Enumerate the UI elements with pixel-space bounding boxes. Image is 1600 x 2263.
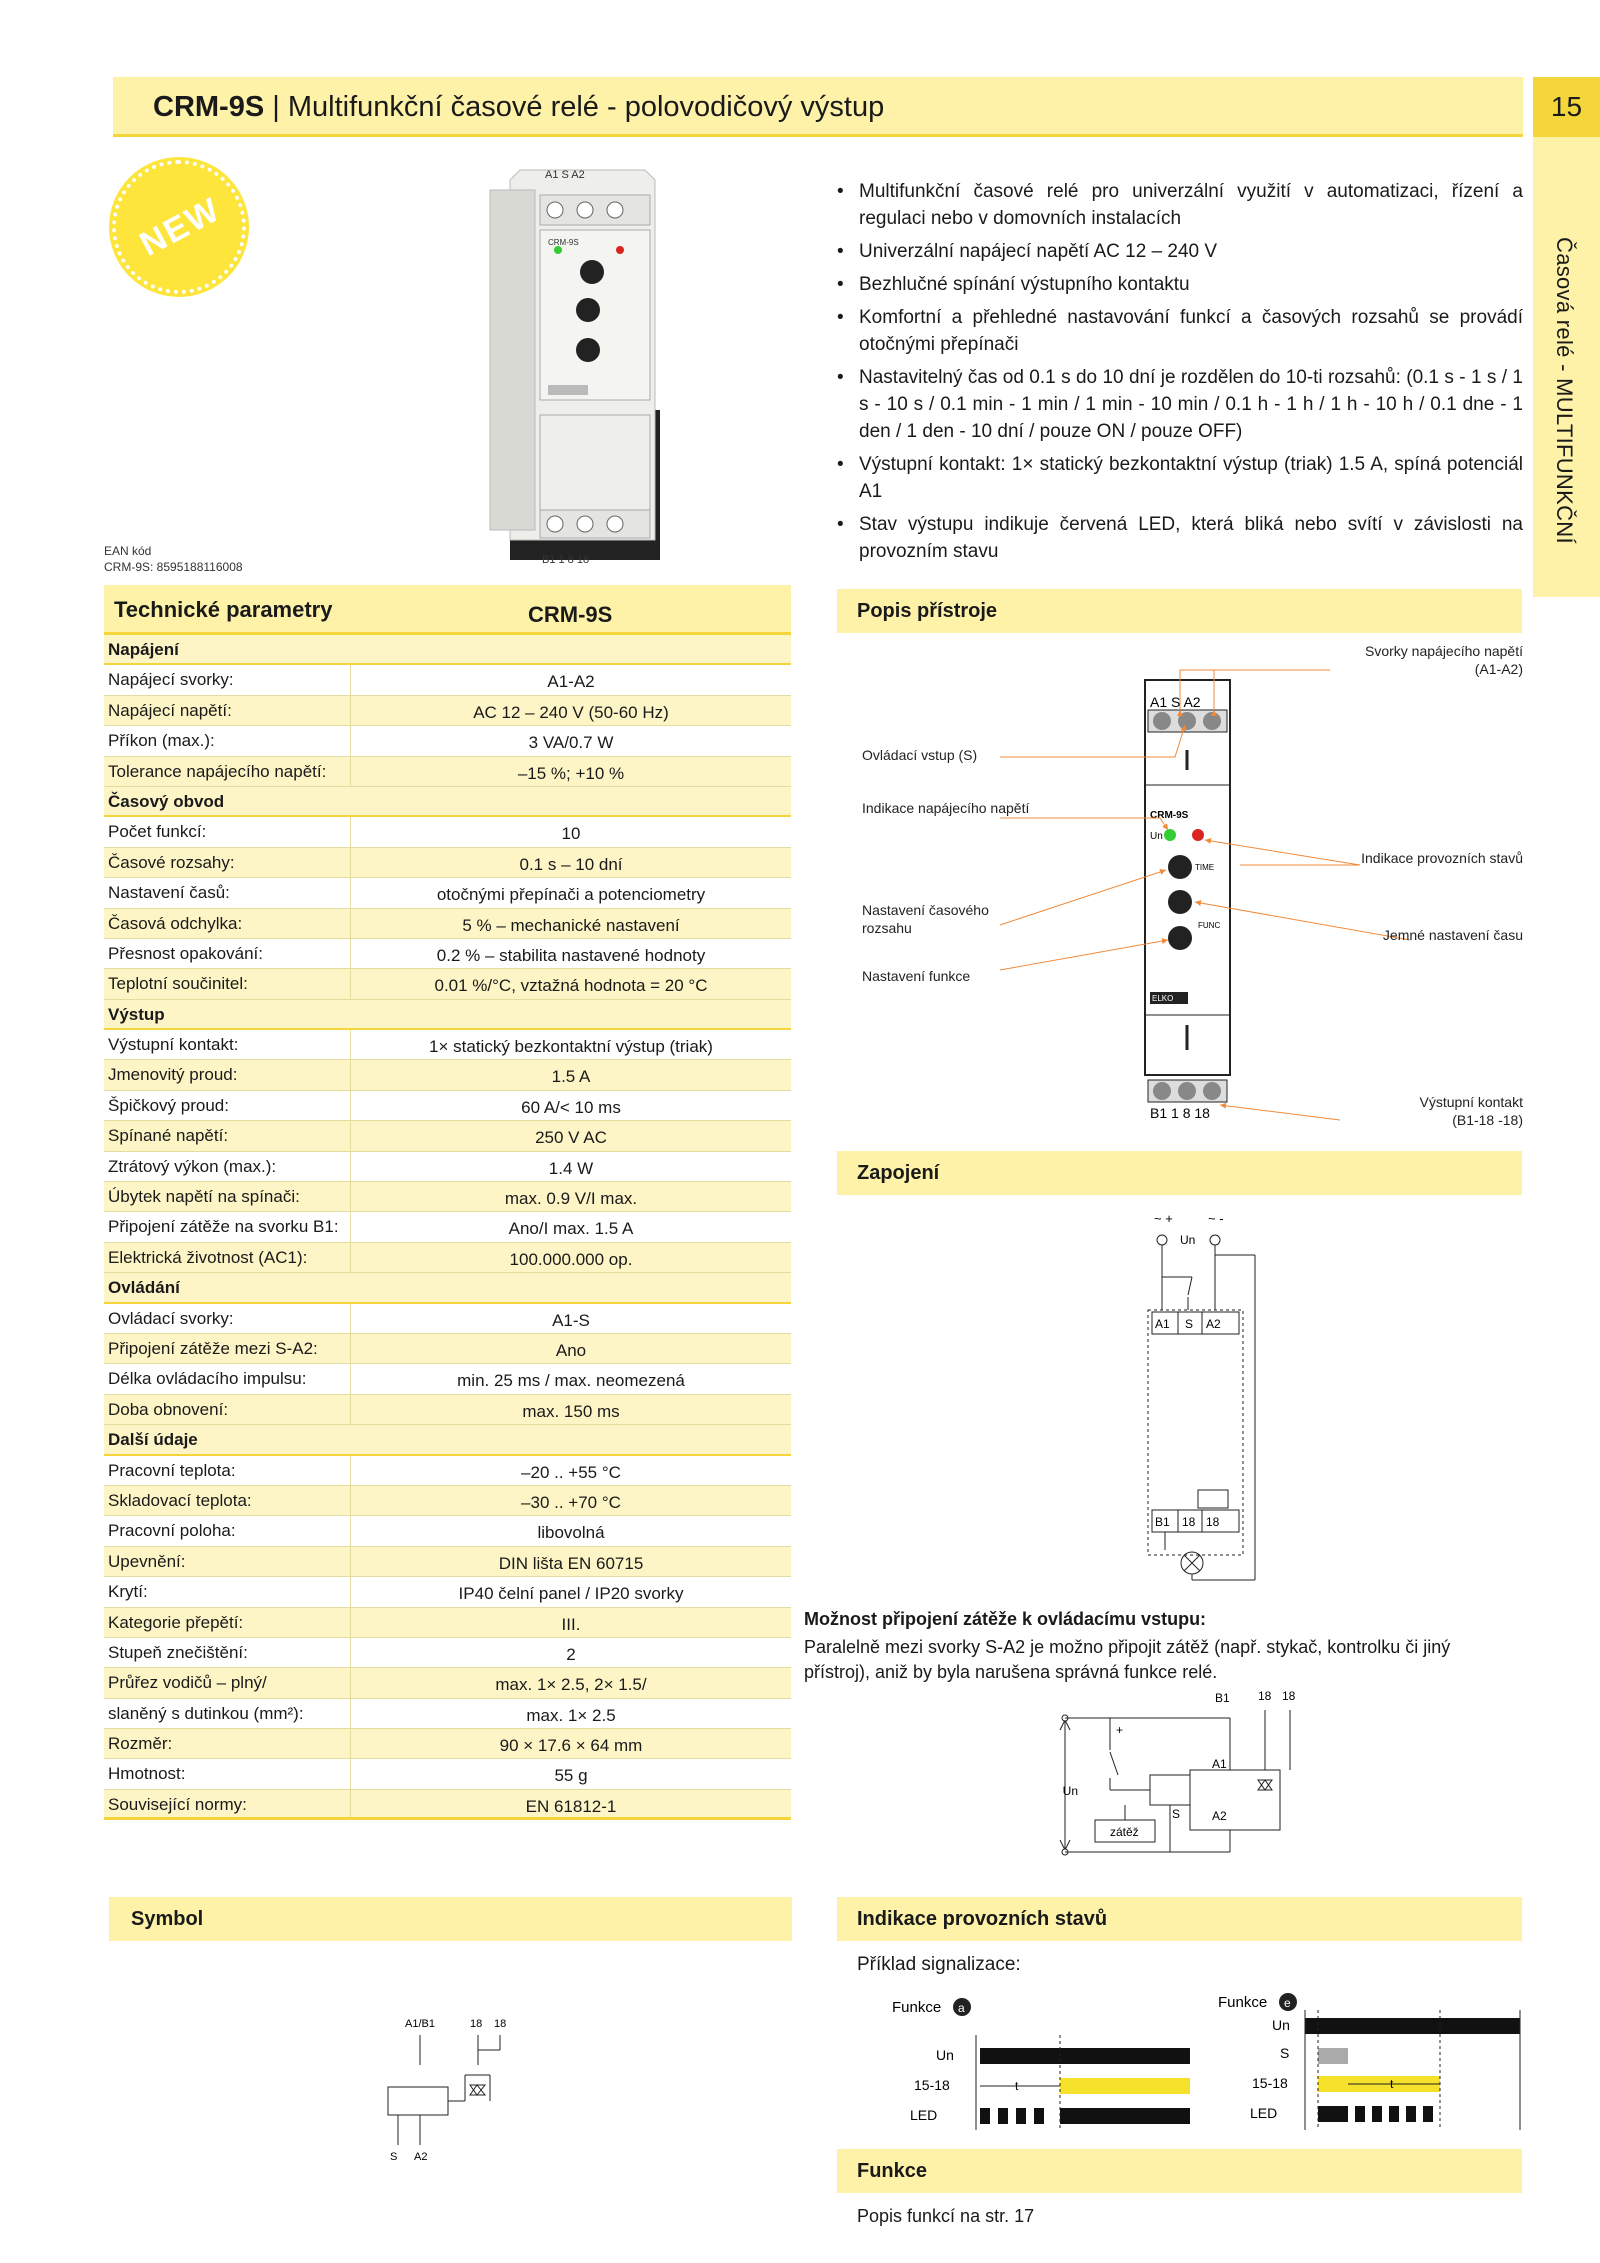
param-name: Jmenovitý proud: [104,1060,351,1089]
param-value: max. 0.9 V/I max. [504,1189,638,1209]
symbol-18a: 18 [470,2018,483,2030]
signal-diagram-e [1210,1985,1530,2140]
param-value: AC 12 – 240 V (50-60 Hz) [473,702,669,722]
table-row [104,909,791,939]
param-name: Výstupní kontakt: [104,1030,351,1059]
fe-letter: e [1284,1996,1291,2010]
device-model: CRM-9S [1150,810,1189,821]
param-name: Krytí: [104,1577,351,1606]
photo-bottom-label: B1 1 8 18 [542,554,590,566]
param-value: A1-S [552,1310,590,1330]
param-name: Ztrátový výkon (max.): [104,1152,351,1181]
feature-item: • Univerzální napájecí napětí AC 12 – 240 V [833,238,1523,265]
table-row [104,1790,791,1820]
param-name: Rozměr: [104,1729,351,1758]
symbol-a2: A2 [414,2151,428,2163]
label-indikace-stavu: Indikace provozních stavů [1361,850,1523,866]
photo-top-label: A1 S A2 [545,169,585,181]
table-row [104,969,791,999]
table-row [104,726,791,756]
fe-out: 15-18 [1252,2075,1288,2091]
fa-out: 15-18 [914,2077,950,2093]
device-time: TIME [1195,863,1215,872]
param-name: Pracovní poloha: [104,1516,351,1545]
device-un: Un [1150,831,1163,842]
fe-s: S [1280,2045,1290,2061]
param-value: 0.1 s – 10 dní [519,854,623,874]
fa-un: Un [936,2047,954,2063]
section-funkce: Funkce [837,2149,1522,2193]
table-row [104,696,791,726]
param-name: Počet funkcí: [104,817,351,846]
param-value: 55 g [554,1766,588,1786]
table-row [104,848,791,878]
table-row [104,1182,791,1212]
table-row [104,1030,791,1060]
wiring-un: Un [1180,1233,1196,1247]
param-value: max. 1× 2.5 [526,1705,616,1725]
load-connection-diagram [1040,1690,1320,1860]
param-value: Ano [555,1340,587,1360]
table-row [104,665,791,695]
wiring-18a: 18 [1182,1515,1196,1529]
fa-label: Funkce [892,1999,942,2016]
param-name: Související normy: [104,1790,351,1817]
label-vystupni-kontakt-2: (B1-18 -18) [1452,1112,1523,1128]
device-description-diagram [850,640,1530,1140]
label-nastaveni-rozsahu-2: rozsahu [862,920,912,936]
group-header: Napájení [104,635,791,665]
load-note-text: Paralelně mezi svorky S-A2 je možno připojit zátěž (např. stykač, kontrolku či jiný přístroj), aniž by byla narušena správná funkce relé. [804,1637,1451,1682]
device-top-terminals: A1 S A2 [1150,694,1201,710]
tech-params-header: Technické parametry CRM-9S [104,585,791,635]
param-value: DIN lišta EN 60715 [498,1553,644,1573]
param-value: 0.01 %/°C, vztažná hodnota = 20 °C [434,976,708,996]
param-value: 1.5 A [551,1067,591,1087]
param-value: IP40 čelní panel / IP20 svorky [458,1584,684,1604]
param-value: min. 25 ms / max. neomezená [457,1371,685,1391]
symbol-diagram [370,2005,530,2170]
table-row [104,1060,791,1090]
param-name: Připojení zátěže na svorku B1: [104,1212,351,1241]
side-tab-label: Časová relé - MULTIFUNKČNÍ [1552,237,1577,544]
table-row [104,1729,791,1759]
param-name: Přesnost opakování: [104,939,351,968]
fa-letter: a [958,2001,965,2015]
label-indikace-napeti: Indikace napájecího napětí [862,800,1030,816]
table-row [104,1486,791,1516]
side-tab [1533,137,1600,597]
param-value: Ano/I max. 1.5 A [508,1219,634,1239]
section-indikace: Indikace provozních stavů [837,1897,1522,1941]
param-name: Průřez vodičů – plný/ [104,1668,351,1697]
param-name: Připojení zátěže mezi S-A2: [104,1334,351,1363]
table-row [104,1699,791,1729]
wiring-minus: ~ - [1208,1211,1224,1226]
table-row [104,1121,791,1151]
group-header: Časový obvod [104,787,791,817]
param-value: III. [561,1614,581,1634]
param-name: Časová odchylka: [104,909,351,938]
table-row [104,1638,791,1668]
fe-led: LED [1250,2105,1278,2121]
tech-params-table [104,585,791,1820]
feature-list [833,178,1523,571]
table-row [104,1456,791,1486]
param-name: Napájecí napětí: [104,696,351,725]
wiring-diagram [1130,1205,1270,1595]
feature-item: • Výstupní kontakt: 1× statický bezkontaktní výstup (triak) 1.5 A, spíná potenciál A1 [833,451,1523,505]
param-name: Tolerance napájecího napětí: [104,757,351,786]
param-value: –30 .. +70 °C [521,1492,621,1512]
wiring-18b: 18 [1206,1515,1220,1529]
table-row [104,1334,791,1364]
symbol-18b: 18 [494,2018,507,2030]
device-bottom-terminals: B1 1 8 18 [1150,1105,1210,1121]
wiring-a2: A2 [1206,1317,1221,1331]
load-un: Un [1062,1784,1078,1798]
table-row [104,757,791,787]
table-row [104,1608,791,1638]
ean-code: EAN kód CRM-9S: 8595188116008 [104,544,243,574]
table-row [104,1577,791,1607]
label-nastaveni-rozsahu: Nastavení časového [862,902,989,918]
param-name: Časové rozsahy: [104,848,351,877]
page-number: 15 [1533,77,1600,137]
param-name: Špičkový proud: [104,1091,351,1120]
group-header: Ovládání [104,1273,791,1303]
param-name: Délka ovládacího impulsu: [104,1364,351,1393]
load-plus: + [1116,1723,1124,1737]
product-photo [480,160,680,570]
tech-params-body [104,635,791,1820]
param-name: Stupeň znečištění: [104,1638,351,1667]
param-name: Elektrická životnost (AC1): [104,1243,351,1272]
param-name: Ovládací svorky: [104,1304,351,1333]
page-title: CRM-9S | Multifunkční časové relé - polovodičový výstup [153,91,885,123]
table-row [104,1516,791,1546]
indikace-sub: Příklad signalizace: [857,1954,1021,1975]
table-row [104,1243,791,1273]
fa-t: t [1015,2079,1019,2093]
label-svorky-napajeni: Svorky napájecího napětí [1365,643,1523,659]
fe-un: Un [1272,2017,1290,2033]
param-value: 1× statický bezkontaktní výstup (triak) [429,1037,713,1057]
table-row [104,1212,791,1242]
param-value: otočnými přepínači a potenciometry [436,885,706,905]
param-name: Spínané napětí: [104,1121,351,1150]
param-name: Doba obnovení: [104,1395,351,1424]
param-value: 2 [566,1644,576,1664]
param-name: Příkon (max.): [104,726,351,755]
symbol-a1b1: A1/B1 [405,2018,435,2030]
label-jemne-nastaveni: Jemné nastavení času [1382,927,1523,943]
param-name: Nastavení časů: [104,878,351,907]
table-row [104,1091,791,1121]
param-value: EN 61812-1 [525,1796,617,1816]
wiring-plus: ~ + [1154,1211,1173,1226]
feature-item: • Komfortní a přehledné nastavování funkcí a časových rozsahů se provádí otočnými přepínači [833,304,1523,358]
load-b1: B1 [1215,1691,1230,1705]
device-func: FUNC [1198,921,1221,930]
param-value: 5 % – mechanické nastavení [462,915,680,935]
fe-t: t [1390,2077,1394,2091]
param-value: max. 1× 2.5, 2× 1.5/ [495,1675,647,1695]
section-symbol: Symbol [109,1897,792,1941]
param-value: libovolná [537,1523,605,1543]
signal-diagram-a [880,1990,1200,2140]
load-zatez: zátěž [1110,1825,1139,1839]
load-18a: 18 [1258,1690,1272,1703]
param-value: 100.000.000 op. [509,1249,633,1269]
param-value: 250 V AC [535,1128,607,1148]
label-ovladaci-vstup: Ovládací vstup (S) [862,747,978,763]
param-name: Teplotní součinitel: [104,969,351,998]
group-header: Další údaje [104,1425,791,1455]
param-name: Pracovní teplota: [104,1456,351,1485]
param-value: 60 A/< 10 ms [521,1097,621,1117]
table-row [104,1547,791,1577]
load-s: S [1172,1807,1181,1821]
param-name: Napájecí svorky: [104,665,351,694]
photo-model-label: CRM-9S [548,238,579,247]
table-row [104,1395,791,1425]
param-name: Hmotnost: [104,1759,351,1788]
new-badge: NEW [112,160,246,294]
wiring-b1: B1 [1155,1515,1170,1529]
param-value: 3 VA/0.7 W [528,733,614,753]
group-header: Výstup [104,1000,791,1030]
table-row [104,878,791,908]
page-header [113,77,1523,137]
load-a1: A1 [1212,1757,1227,1771]
device-brand: ELKO [1152,994,1174,1003]
param-name: Kategorie přepětí: [104,1608,351,1637]
param-name: Úbytek napětí na spínači: [104,1182,351,1211]
param-value: 10 [561,824,581,844]
wiring-a1: A1 [1155,1317,1170,1331]
load-18b: 18 [1282,1690,1296,1703]
funkce-text: Popis funkcí na str. 17 [857,2206,1035,2226]
section-popis: Popis přístroje [837,589,1522,633]
feature-item: • Stav výstupu indikuje červená LED, která bliká nebo svítí v závislosti na provozním stavu [833,511,1523,565]
table-row [104,1364,791,1394]
label-nastaveni-funkce: Nastavení funkce [862,968,971,984]
param-value: 0.2 % – stabilita nastavené hodnoty [436,945,706,965]
table-row [104,1304,791,1334]
param-value: 90 × 17.6 × 64 mm [499,1736,643,1756]
table-row [104,1152,791,1182]
fa-led: LED [910,2107,938,2123]
load-a2: A2 [1212,1809,1227,1823]
symbol-s: S [390,2151,398,2163]
load-note-title: Možnost připojení zátěže k ovládacímu vstupu: [804,1609,1207,1629]
table-row [104,1668,791,1698]
table-row [104,939,791,969]
feature-item: • Multifunkční časové relé pro univerzální využití v automatizaci, řízení a regulaci nebo v domovních instalacích [833,178,1523,232]
param-value: A1-A2 [547,672,595,692]
label-svorky-napajeni-2: (A1-A2) [1474,661,1523,677]
section-zapojeni: Zapojení [837,1151,1522,1195]
feature-item: • Bezhlučné spínání výstupního kontaktu [833,271,1523,298]
param-value: –20 .. +55 °C [521,1462,621,1482]
param-value: 1.4 W [548,1158,594,1178]
param-name: Skladovací teplota: [104,1486,351,1515]
param-value: –15 %; +10 % [517,763,625,783]
param-name: Upevnění: [104,1547,351,1576]
feature-item: • Nastavitelný čas od 0.1 s do 10 dní je rozdělen do 10-ti rozsahů: (0.1 s - 1 s / 1 s - 10 s / 0.1 min - 1 min / 1 min - 10 min / 0.1 h - 1 h / 1 h - 10 h / 0.1 dne - 1 den / 1 den - 10 dní / pouze ON / pouze OFF) [833,364,1523,445]
fe-label: Funkce [1218,1994,1268,2011]
table-row [104,817,791,847]
wiring-s: S [1185,1317,1194,1331]
label-vystupni-kontakt: Výstupní kontakt [1419,1094,1523,1110]
param-value: max. 150 ms [522,1401,620,1421]
param-name: slaněný s dutinkou (mm²): [104,1699,351,1728]
table-row [104,1759,791,1789]
